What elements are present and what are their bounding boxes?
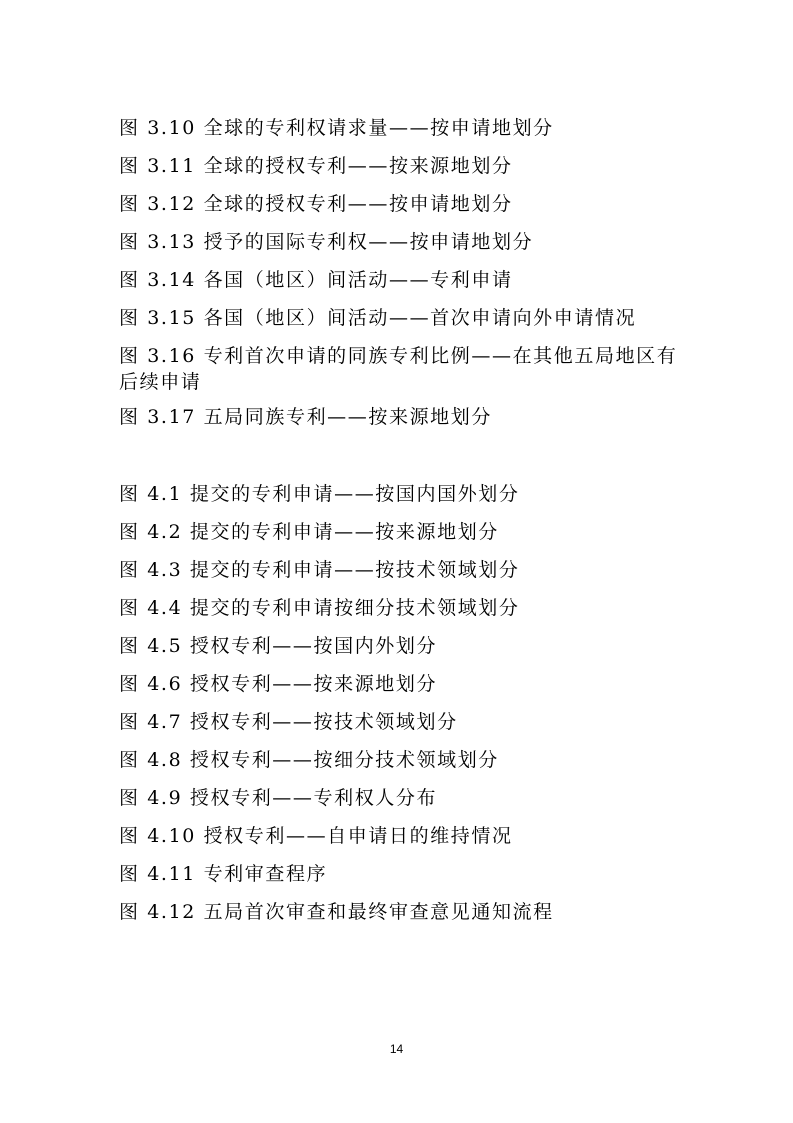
figure-entry-3-13: 图 3.13 授予的国际专利权——按申请地划分 bbox=[119, 231, 534, 253]
figure-entry-4-5: 图 4.5 授权专利——按国内外划分 bbox=[119, 635, 438, 657]
figure-entry-3-16: 图 3.16 专利首次申请的同族专利比例——在其他五局地区有后续申请 bbox=[119, 345, 678, 393]
figure-entry-4-2: 图 4.2 提交的专利申请——按来源地划分 bbox=[119, 521, 499, 543]
page-number: 14 bbox=[389, 1042, 404, 1056]
figure-entry-4-12: 图 4.12 五局首次审查和最终审查意见通知流程 bbox=[119, 901, 554, 923]
figure-entry-4-6: 图 4.6 授权专利——按来源地划分 bbox=[119, 673, 438, 695]
figure-list-section-3 bbox=[119, 115, 689, 442]
figure-entry-3-15: 图 3.15 各国（地区）间活动——首次申请向外申请情况 bbox=[119, 307, 637, 329]
figure-entry-3-11: 图 3.11 全球的授权专利——按来源地划分 bbox=[119, 155, 513, 177]
figure-entry-3-17: 图 3.17 五局同族专利——按来源地划分 bbox=[119, 406, 492, 428]
figure-entry-3-14: 图 3.14 各国（地区）间活动——专利申请 bbox=[119, 269, 513, 291]
figure-entry-4-3: 图 4.3 提交的专利申请——按技术领域划分 bbox=[119, 559, 520, 581]
figure-entry-4-8: 图 4.8 授权专利——按细分技术领域划分 bbox=[119, 749, 499, 771]
figure-entry-3-12: 图 3.12 全球的授权专利——按申请地划分 bbox=[119, 193, 513, 215]
figure-entry-4-10: 图 4.10 授权专利——自申请日的维持情况 bbox=[119, 825, 513, 847]
figure-entry-4-11: 图 4.11 专利审查程序 bbox=[119, 863, 328, 885]
figure-entry-4-9: 图 4.9 授权专利——专利权人分布 bbox=[119, 787, 438, 809]
figure-entry-3-10: 图 3.10 全球的专利权请求量——按申请地划分 bbox=[119, 117, 554, 139]
figure-entry-4-4: 图 4.4 提交的专利申请按细分技术领域划分 bbox=[119, 597, 520, 619]
figure-entry-4-7: 图 4.7 授权专利——按技术领域划分 bbox=[119, 711, 458, 733]
figure-list-section-4 bbox=[119, 481, 689, 937]
figure-entry-4-1: 图 4.1 提交的专利申请——按国内国外划分 bbox=[119, 483, 520, 505]
